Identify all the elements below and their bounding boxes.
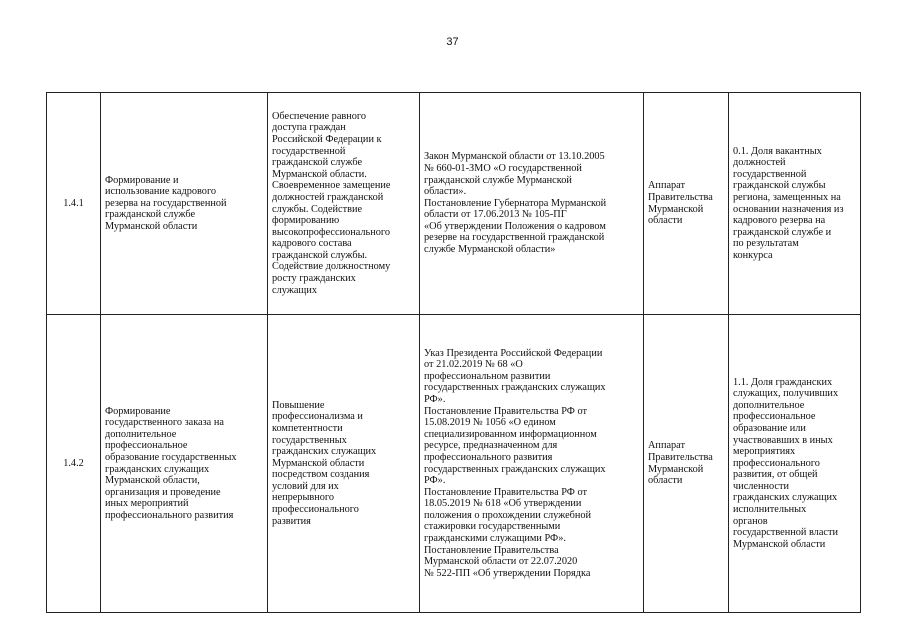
legal-basis-cell: Закон Мурманской области от 13.10.2005 № 660-01-ЗМО «О государственной гражданской службе Мурманской области». Постановление Губернатора Мурманской области от 17.06.2013 № 105-ПГ «Об утверждении Положения о кадровом резерве на государственной гражданской службе Мурманской области» [420,93,644,315]
indicator-cell: 1.1. Доля гражданских служащих, получивших дополнительное профессиональное образование или участвовавших в иных мероприятиях профессионального развития, от общей численности гражданских служащих исполнительных органов государственной власти Мурманской области [729,315,861,613]
table-row [47,315,861,613]
row-code: 1.4.2 [47,315,101,613]
measure-cell: Формирование и использование кадрового резерва на государственной гражданской службе Мурманской области [101,93,268,315]
row-code: 1.4.1 [47,93,101,315]
legal-basis-cell: Указ Президента Российской Федерации от 21.02.2019 № 68 «О профессиональном развитии государственных гражданских служащих РФ». Постановление Правительства РФ от 15.08.2019 № 1056 «О едином специализированном информационном ресурсе, предназначенном для профессионального развития государственных гражданских служащих РФ». Постановление Правительства РФ от 18.05.2019 № 618 «Об утверждении положения о прохождении служебной стажировки государственными гражданскими служащими РФ». Постановление Правительства Мурманской области от 22.07.2020 № 522-ПП «Об утверждении Порядка [420,315,644,613]
table-row [47,93,861,315]
measure-cell: Формирование государственного заказа на дополнительное профессиональное образование государственных гражданских служащих Мурманской области, организация и проведение иных мероприятий профессионального развития [101,315,268,613]
indicator-cell: 0.1. Доля вакантных должностей государственной гражданской службы региона, замещенных на основании назначения из кадрового резерва на гражданской службе и по результатам конкурса [729,93,861,315]
executor-cell: Аппарат Правительства Мурманской области [644,93,729,315]
program-measures-table [46,92,861,613]
page-number: 37 [446,36,459,48]
goal-cell: Повышение профессионализма и компетентности государственных гражданских служащих Мурманской области посредством создания условий для их непрерывного профессионального развития [268,315,420,613]
executor-cell: Аппарат Правительства Мурманской области [644,315,729,613]
goal-cell: Обеспечение равного доступа граждан Российской Федерации к государственной гражданской службе Мурманской области. Своевременное замещение должностей гражданской службы. Содействие формированию высокопрофессионального кадрового состава гражданской службы. Содействие должностному росту гражданских служащих [268,93,420,315]
